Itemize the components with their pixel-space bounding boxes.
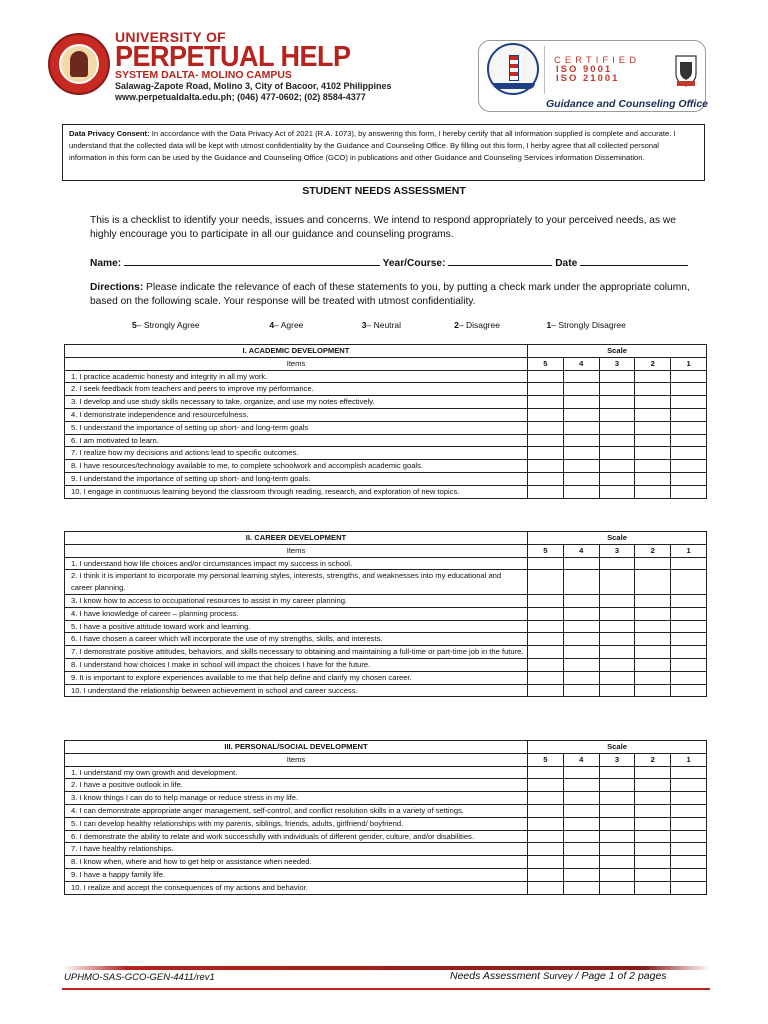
item-text: 4. I demonstrate independence and resourcefulness. bbox=[65, 408, 528, 421]
directions-label: Directions: bbox=[90, 282, 144, 293]
rating-cell-4[interactable] bbox=[563, 868, 599, 881]
rating-cell-3[interactable] bbox=[599, 408, 635, 421]
rating-cell-5[interactable] bbox=[528, 434, 564, 447]
academic-development-table bbox=[64, 344, 707, 499]
scale-col-3: 3 bbox=[599, 357, 635, 370]
table-row bbox=[65, 383, 707, 396]
rating-cell-4[interactable] bbox=[563, 421, 599, 434]
item-text: 7. I realize how my decisions and actions lead to specific outcomes. bbox=[65, 447, 528, 460]
table-row bbox=[65, 620, 707, 633]
gco-lighthouse-logo bbox=[487, 43, 539, 95]
rating-cell-4[interactable] bbox=[563, 472, 599, 485]
scale-col-2: 2 bbox=[635, 753, 671, 766]
rating-cell-1[interactable] bbox=[671, 856, 707, 869]
scale-col-1: 1 bbox=[671, 357, 707, 370]
items-header: Items bbox=[65, 753, 528, 766]
iso-21001-label: ISO 21001 bbox=[556, 73, 620, 84]
directions-text: Please indicate the relevance of each of these statements to you, by putting a check mark under the appropriate column, based on the following scale. Your response will be treated with utmost confidentiality. bbox=[90, 282, 690, 307]
rating-cell-3[interactable] bbox=[599, 684, 635, 697]
rating-cell-2[interactable] bbox=[635, 843, 671, 856]
rating-cell-1[interactable] bbox=[671, 447, 707, 460]
iso-9001-label: ISO 9001 bbox=[556, 64, 613, 75]
rating-cell-1[interactable] bbox=[671, 421, 707, 434]
rating-cell-3[interactable] bbox=[599, 607, 635, 620]
year-course-label: Year/Course: bbox=[382, 258, 446, 269]
table-row bbox=[65, 460, 707, 473]
scale-legend-item: 5– Strongly Agree bbox=[132, 320, 200, 330]
footer-divider-bottom bbox=[62, 988, 710, 990]
rating-cell-1[interactable] bbox=[671, 817, 707, 830]
rating-cell-5[interactable] bbox=[528, 620, 564, 633]
items-header: Items bbox=[65, 544, 528, 557]
table-row bbox=[65, 434, 707, 447]
table-row bbox=[65, 594, 707, 607]
rating-cell-2[interactable] bbox=[635, 460, 671, 473]
rating-cell-5[interactable] bbox=[528, 607, 564, 620]
item-text: 9. It is important to explore experiences available to me that help define and clarify my chosen career. bbox=[65, 671, 528, 684]
item-text: 7. I have healthy relationships. bbox=[65, 843, 528, 856]
rating-cell-1[interactable] bbox=[671, 804, 707, 817]
item-text: 9. I have a happy family life. bbox=[65, 868, 528, 881]
rating-cell-3[interactable] bbox=[599, 817, 635, 830]
rating-cell-4[interactable] bbox=[563, 408, 599, 421]
rating-cell-4[interactable] bbox=[563, 485, 599, 498]
rating-cell-4[interactable] bbox=[563, 671, 599, 684]
rating-cell-5[interactable] bbox=[528, 570, 564, 595]
rating-cell-1[interactable] bbox=[671, 830, 707, 843]
item-text: 8. I have resources/technology available to me, to complete schoolwork and accomplish academic goals. bbox=[65, 460, 528, 473]
rating-cell-2[interactable] bbox=[635, 804, 671, 817]
rating-cell-5[interactable] bbox=[528, 408, 564, 421]
rating-cell-3[interactable] bbox=[599, 383, 635, 396]
rating-cell-4[interactable] bbox=[563, 830, 599, 843]
item-text: 7. I demonstrate positive attitudes, behaviors, and skills necessary to obtaining and maintaining a full-time or part-time job in the future. bbox=[65, 646, 528, 659]
rating-cell-3[interactable] bbox=[599, 868, 635, 881]
rating-cell-4[interactable] bbox=[563, 447, 599, 460]
table-row bbox=[65, 557, 707, 570]
rating-cell-1[interactable] bbox=[671, 570, 707, 595]
rating-cell-5[interactable] bbox=[528, 658, 564, 671]
campus-name: SYSTEM DALTA- MOLINO CAMPUS bbox=[115, 69, 292, 81]
rating-cell-4[interactable] bbox=[563, 817, 599, 830]
table-row bbox=[65, 804, 707, 817]
rating-cell-3[interactable] bbox=[599, 646, 635, 659]
item-text: 3. I know how to access to occupational resources to assist in my career planning. bbox=[65, 594, 528, 607]
privacy-label: Data Privacy Consent: bbox=[69, 129, 150, 138]
item-text: 4. I have knowledge of career – planning process. bbox=[65, 607, 528, 620]
items-header: Items bbox=[65, 357, 528, 370]
rating-cell-4[interactable] bbox=[563, 434, 599, 447]
rating-cell-1[interactable] bbox=[671, 396, 707, 409]
rating-cell-3[interactable] bbox=[599, 804, 635, 817]
campus-contact: www.perpetualdalta.edu.ph; (046) 477-0602; (02) 8584-4377 bbox=[115, 92, 366, 102]
rating-cell-4[interactable] bbox=[563, 658, 599, 671]
rating-cell-4[interactable] bbox=[563, 779, 599, 792]
certified-label: CERTIFIED bbox=[554, 55, 640, 66]
rating-cell-4[interactable] bbox=[563, 594, 599, 607]
table-row bbox=[65, 868, 707, 881]
rating-cell-2[interactable] bbox=[635, 646, 671, 659]
rating-cell-3[interactable] bbox=[599, 570, 635, 595]
rating-cell-5[interactable] bbox=[528, 557, 564, 570]
rating-cell-1[interactable] bbox=[671, 460, 707, 473]
scale-header: Scale bbox=[528, 345, 707, 358]
item-text: 4. I can demonstrate appropriate anger management, self-control, and conflict resolution skills in a variety of settings. bbox=[65, 804, 528, 817]
item-text: 5. I understand the importance of setting up short- and long-term goals bbox=[65, 421, 528, 434]
header-divider bbox=[544, 46, 545, 94]
scale-legend-item: 1– Strongly Disagree bbox=[546, 320, 626, 330]
rating-cell-1[interactable] bbox=[671, 485, 707, 498]
table-row bbox=[65, 671, 707, 684]
item-text: 5. I have a positive attitude toward work and learning. bbox=[65, 620, 528, 633]
table-row bbox=[65, 607, 707, 620]
rating-cell-2[interactable] bbox=[635, 485, 671, 498]
campus-address: Salawag-Zapote Road, Molino 3, City of Bacoor, 4102 Philippines bbox=[115, 81, 392, 91]
rating-cell-2[interactable] bbox=[635, 868, 671, 881]
rating-cell-3[interactable] bbox=[599, 671, 635, 684]
rating-cell-2[interactable] bbox=[635, 633, 671, 646]
scale-col-3: 3 bbox=[599, 753, 635, 766]
university-seal-logo bbox=[48, 33, 110, 95]
scale-legend-item: 4– Agree bbox=[269, 320, 304, 330]
rating-cell-4[interactable] bbox=[563, 856, 599, 869]
gco-office-label: Guidance and Counseling Office bbox=[546, 98, 708, 110]
rating-cell-5[interactable] bbox=[528, 766, 564, 779]
rating-cell-4[interactable] bbox=[563, 370, 599, 383]
rating-cell-1[interactable] bbox=[671, 658, 707, 671]
rating-cell-4[interactable] bbox=[563, 396, 599, 409]
table-row bbox=[65, 830, 707, 843]
item-text: 2. I have a positive outlook in life. bbox=[65, 779, 528, 792]
rating-cell-2[interactable] bbox=[635, 830, 671, 843]
item-text: 6. I demonstrate the ability to relate and work successfully with individuals of different gender, culture, and/or disabilities. bbox=[65, 830, 528, 843]
rating-cell-5[interactable] bbox=[528, 684, 564, 697]
section-title: I. ACADEMIC DEVELOPMENT bbox=[65, 345, 528, 358]
item-text: 6. I am motivated to learn. bbox=[65, 434, 528, 447]
rating-cell-1[interactable] bbox=[671, 633, 707, 646]
table-row bbox=[65, 370, 707, 383]
rating-cell-3[interactable] bbox=[599, 434, 635, 447]
rating-cell-2[interactable] bbox=[635, 792, 671, 805]
rating-cell-5[interactable] bbox=[528, 843, 564, 856]
rating-cell-3[interactable] bbox=[599, 396, 635, 409]
rating-cell-1[interactable] bbox=[671, 620, 707, 633]
university-name-line2: PERPETUAL HELP bbox=[115, 40, 351, 73]
table-row bbox=[65, 792, 707, 805]
rating-cell-1[interactable] bbox=[671, 434, 707, 447]
rating-cell-2[interactable] bbox=[635, 658, 671, 671]
rating-cell-2[interactable] bbox=[635, 408, 671, 421]
scale-col-5: 5 bbox=[528, 544, 564, 557]
rating-cell-4[interactable] bbox=[563, 383, 599, 396]
scale-legend bbox=[132, 320, 626, 330]
section-title: II. CAREER DEVELOPMENT bbox=[65, 532, 528, 545]
rating-cell-5[interactable] bbox=[528, 856, 564, 869]
rating-cell-4[interactable] bbox=[563, 570, 599, 595]
rating-cell-1[interactable] bbox=[671, 792, 707, 805]
scale-header: Scale bbox=[528, 741, 707, 754]
rating-cell-2[interactable] bbox=[635, 434, 671, 447]
rating-cell-5[interactable] bbox=[528, 472, 564, 485]
personal-social-development-table bbox=[64, 740, 707, 895]
student-info-line bbox=[90, 255, 690, 269]
item-text: 5. I can develop healthy relationships with my parents, siblings, friends, adults, girlfriend/ boyfriend. bbox=[65, 817, 528, 830]
table-row bbox=[65, 684, 707, 697]
date-field[interactable] bbox=[580, 255, 688, 266]
rating-cell-3[interactable] bbox=[599, 421, 635, 434]
table-row bbox=[65, 817, 707, 830]
item-text: 2. I think it is important to incorporate my personal learning styles, interests, strengths, and weaknesses into my educational and career planning. bbox=[65, 570, 528, 595]
rating-cell-3[interactable] bbox=[599, 370, 635, 383]
table-row bbox=[65, 633, 707, 646]
rating-cell-4[interactable] bbox=[563, 766, 599, 779]
table-row bbox=[65, 658, 707, 671]
table-row bbox=[65, 396, 707, 409]
rating-cell-5[interactable] bbox=[528, 383, 564, 396]
rating-cell-4[interactable] bbox=[563, 460, 599, 473]
rating-cell-3[interactable] bbox=[599, 460, 635, 473]
item-text: 10. I realize and accept the consequences of my actions and behavior. bbox=[65, 881, 528, 894]
rating-cell-1[interactable] bbox=[671, 607, 707, 620]
rating-cell-2[interactable] bbox=[635, 447, 671, 460]
bureau-veritas-logo-icon bbox=[674, 54, 698, 88]
rating-cell-1[interactable] bbox=[671, 383, 707, 396]
university-name-line1: UNIVERSITY OF bbox=[115, 29, 226, 45]
rating-cell-3[interactable] bbox=[599, 856, 635, 869]
scale-col-3: 3 bbox=[599, 544, 635, 557]
item-text: 10. I understand the relationship between achievement in school and career success. bbox=[65, 684, 528, 697]
rating-cell-2[interactable] bbox=[635, 383, 671, 396]
rating-cell-5[interactable] bbox=[528, 817, 564, 830]
rating-cell-3[interactable] bbox=[599, 766, 635, 779]
item-text: 1. I understand my own growth and development. bbox=[65, 766, 528, 779]
item-text: 1. I practice academic honesty and integrity in all my work. bbox=[65, 370, 528, 383]
rating-cell-5[interactable] bbox=[528, 779, 564, 792]
rating-cell-2[interactable] bbox=[635, 779, 671, 792]
rating-cell-2[interactable] bbox=[635, 594, 671, 607]
scale-col-4: 4 bbox=[563, 357, 599, 370]
name-label: Name: bbox=[90, 258, 122, 269]
table-row bbox=[65, 472, 707, 485]
scale-col-4: 4 bbox=[563, 544, 599, 557]
data-privacy-consent-box bbox=[62, 124, 705, 181]
table-row bbox=[65, 485, 707, 498]
scale-header: Scale bbox=[528, 532, 707, 545]
rating-cell-3[interactable] bbox=[599, 472, 635, 485]
rating-cell-5[interactable] bbox=[528, 830, 564, 843]
rating-cell-5[interactable] bbox=[528, 396, 564, 409]
rating-cell-4[interactable] bbox=[563, 792, 599, 805]
rating-cell-3[interactable] bbox=[599, 843, 635, 856]
scale-col-4: 4 bbox=[563, 753, 599, 766]
rating-cell-4[interactable] bbox=[563, 684, 599, 697]
item-text: 8. I know when, where and how to get help or assistance when needed. bbox=[65, 856, 528, 869]
career-development-table bbox=[64, 531, 707, 697]
rating-cell-3[interactable] bbox=[599, 779, 635, 792]
scale-legend-item: 2– Disagree bbox=[454, 320, 500, 330]
rating-cell-5[interactable] bbox=[528, 646, 564, 659]
rating-cell-3[interactable] bbox=[599, 485, 635, 498]
rating-cell-2[interactable] bbox=[635, 671, 671, 684]
rating-cell-5[interactable] bbox=[528, 460, 564, 473]
rating-cell-2[interactable] bbox=[635, 421, 671, 434]
table-row bbox=[65, 570, 707, 595]
date-label: Date bbox=[555, 258, 578, 269]
table-row bbox=[65, 779, 707, 792]
form-title: STUDENT NEEDS ASSESSMENT bbox=[302, 185, 466, 197]
directions bbox=[90, 281, 690, 308]
item-text: 1. I understand how life choices and/or circumstances impact my success in school. bbox=[65, 557, 528, 570]
rating-cell-4[interactable] bbox=[563, 620, 599, 633]
page-indicator: Needs Assessment Survey / Page 1 of 2 pages bbox=[450, 970, 667, 982]
item-text: 3. I know things I can do to help manage or reduce stress in my life. bbox=[65, 792, 528, 805]
item-text: 3. I develop and use study skills necessary to take, organize, and use my notes effectively. bbox=[65, 396, 528, 409]
rating-cell-3[interactable] bbox=[599, 633, 635, 646]
form-intro: This is a checklist to identify your needs, issues and concerns. We intend to respond appropriately to your perceived needs, as we highly encourage you to participate in all our guidance and counseling programs. bbox=[90, 215, 676, 240]
rating-cell-2[interactable] bbox=[635, 881, 671, 894]
table-row bbox=[65, 447, 707, 460]
rating-cell-5[interactable] bbox=[528, 594, 564, 607]
rating-cell-2[interactable] bbox=[635, 570, 671, 595]
scale-col-2: 2 bbox=[635, 544, 671, 557]
rating-cell-4[interactable] bbox=[563, 804, 599, 817]
rating-cell-2[interactable] bbox=[635, 370, 671, 383]
rating-cell-1[interactable] bbox=[671, 684, 707, 697]
rating-cell-1[interactable] bbox=[671, 594, 707, 607]
scale-col-2: 2 bbox=[635, 357, 671, 370]
rating-cell-1[interactable] bbox=[671, 408, 707, 421]
rating-cell-5[interactable] bbox=[528, 881, 564, 894]
rating-cell-4[interactable] bbox=[563, 881, 599, 894]
rating-cell-1[interactable] bbox=[671, 868, 707, 881]
rating-cell-1[interactable] bbox=[671, 766, 707, 779]
table-row bbox=[65, 766, 707, 779]
rating-cell-2[interactable] bbox=[635, 472, 671, 485]
rating-cell-2[interactable] bbox=[635, 620, 671, 633]
table-row bbox=[65, 421, 707, 434]
table-row bbox=[65, 408, 707, 421]
rating-cell-1[interactable] bbox=[671, 881, 707, 894]
name-field[interactable] bbox=[124, 255, 380, 266]
rating-cell-5[interactable] bbox=[528, 792, 564, 805]
rating-cell-5[interactable] bbox=[528, 804, 564, 817]
rating-cell-4[interactable] bbox=[563, 557, 599, 570]
rating-cell-1[interactable] bbox=[671, 557, 707, 570]
rating-cell-1[interactable] bbox=[671, 843, 707, 856]
item-text: 9. I understand the importance of setting up short- and long-term goals. bbox=[65, 472, 528, 485]
privacy-text: In accordance with the Data Privacy Act of 2021 (R.A. 1073), by answering this form, I hereby certify that all information supplied is complete and accurate. I understand that the collected data will be kept with utmost confidentiality by the Guidance and Counseling Office. By filling out this form, I herby agree that all collected personal information in this form can be used by the Guidance and Counseling Office (GCO) in publications and other Guidance and Counseling Services information Dissemination. bbox=[69, 129, 676, 163]
item-text: 8. I understand how choices I make in school will impact the choices I have for the future. bbox=[65, 658, 528, 671]
item-text: 10. I engage in continuous learning beyond the classroom through reading, research, and exploration of new topics. bbox=[65, 485, 528, 498]
rating-cell-3[interactable] bbox=[599, 620, 635, 633]
table-row bbox=[65, 856, 707, 869]
scale-col-5: 5 bbox=[528, 357, 564, 370]
scale-legend-item: 3– Neutral bbox=[361, 320, 401, 330]
rating-cell-1[interactable] bbox=[671, 370, 707, 383]
rating-cell-5[interactable] bbox=[528, 671, 564, 684]
rating-cell-2[interactable] bbox=[635, 396, 671, 409]
rating-cell-4[interactable] bbox=[563, 646, 599, 659]
scale-col-5: 5 bbox=[528, 753, 564, 766]
rating-cell-3[interactable] bbox=[599, 792, 635, 805]
rating-cell-3[interactable] bbox=[599, 881, 635, 894]
rating-cell-2[interactable] bbox=[635, 607, 671, 620]
rating-cell-2[interactable] bbox=[635, 557, 671, 570]
document-code: UPHMO-SAS-GCO-GEN-4411/rev1 bbox=[64, 972, 215, 983]
rating-cell-2[interactable] bbox=[635, 856, 671, 869]
rating-cell-5[interactable] bbox=[528, 447, 564, 460]
rating-cell-5[interactable] bbox=[528, 633, 564, 646]
section-title: III. PERSONAL/SOCIAL DEVELOPMENT bbox=[65, 741, 528, 754]
table-row bbox=[65, 646, 707, 659]
rating-cell-1[interactable] bbox=[671, 646, 707, 659]
rating-cell-2[interactable] bbox=[635, 766, 671, 779]
rating-cell-1[interactable] bbox=[671, 779, 707, 792]
rating-cell-5[interactable] bbox=[528, 421, 564, 434]
rating-cell-2[interactable] bbox=[635, 817, 671, 830]
rating-cell-4[interactable] bbox=[563, 633, 599, 646]
rating-cell-3[interactable] bbox=[599, 830, 635, 843]
rating-cell-2[interactable] bbox=[635, 684, 671, 697]
rating-cell-3[interactable] bbox=[599, 658, 635, 671]
year-course-field[interactable] bbox=[448, 255, 552, 266]
table-row bbox=[65, 881, 707, 894]
rating-cell-3[interactable] bbox=[599, 447, 635, 460]
scale-col-1: 1 bbox=[671, 544, 707, 557]
rating-cell-5[interactable] bbox=[528, 370, 564, 383]
rating-cell-1[interactable] bbox=[671, 671, 707, 684]
rating-cell-5[interactable] bbox=[528, 485, 564, 498]
rating-cell-1[interactable] bbox=[671, 472, 707, 485]
rating-cell-4[interactable] bbox=[563, 607, 599, 620]
rating-cell-3[interactable] bbox=[599, 594, 635, 607]
table-row bbox=[65, 843, 707, 856]
item-text: 2. I seek feedback from teachers and peers to improve my performance. bbox=[65, 383, 528, 396]
rating-cell-5[interactable] bbox=[528, 868, 564, 881]
scale-col-1: 1 bbox=[671, 753, 707, 766]
item-text: 6. I have chosen a career which will incorporate the use of my strengths, skills, and interests. bbox=[65, 633, 528, 646]
rating-cell-3[interactable] bbox=[599, 557, 635, 570]
rating-cell-4[interactable] bbox=[563, 843, 599, 856]
